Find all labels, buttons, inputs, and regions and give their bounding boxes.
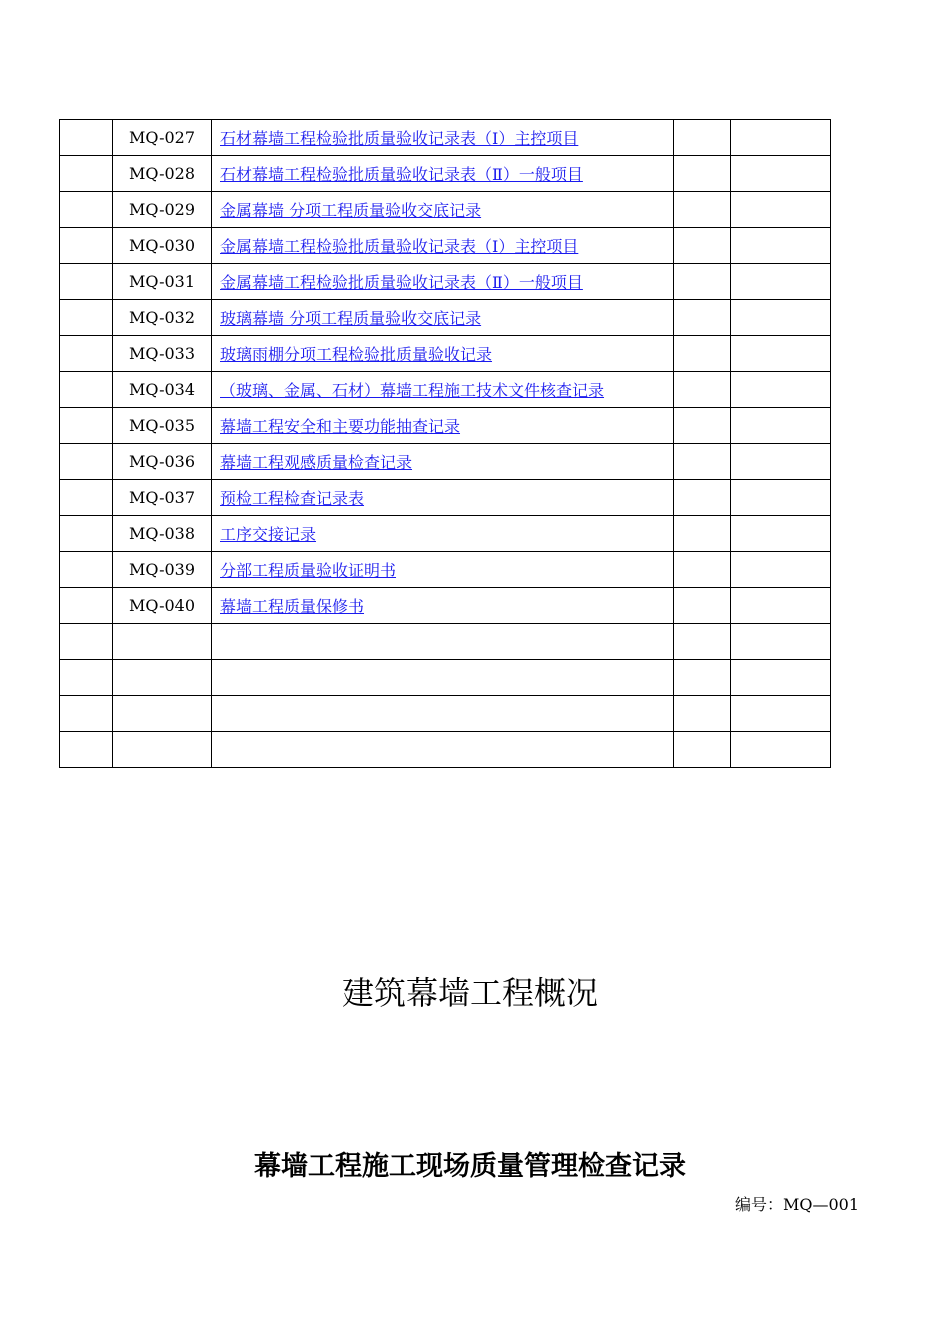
title-cell	[212, 300, 674, 336]
code-cell	[113, 624, 212, 660]
table-row	[60, 264, 831, 300]
blank-cell	[731, 192, 831, 228]
index-cell	[60, 228, 113, 264]
index-cell	[60, 588, 113, 624]
blank-cell	[731, 660, 831, 696]
table-row	[60, 552, 831, 588]
index-cell	[60, 660, 113, 696]
blank-cell	[731, 264, 831, 300]
document-number: 编号：MQ—001	[734, 1195, 859, 1214]
blank-cell	[731, 156, 831, 192]
code-cell: MQ-029	[113, 192, 212, 228]
blank-cell	[731, 444, 831, 480]
index-cell	[60, 480, 113, 516]
code-cell: MQ-028	[113, 156, 212, 192]
title-cell	[212, 660, 674, 696]
form-title-link[interactable]: 石材幕墙工程检验批质量验收记录表（Ⅱ）一般项目	[220, 165, 583, 184]
blank-cell	[731, 228, 831, 264]
table-row	[60, 480, 831, 516]
title-cell	[212, 696, 674, 732]
blank-cell	[674, 516, 731, 552]
form-title-link[interactable]: 工序交接记录	[220, 525, 317, 544]
blank-cell	[731, 732, 831, 768]
blank-cell	[674, 408, 731, 444]
blank-cell	[731, 408, 831, 444]
blank-cell	[674, 372, 731, 408]
heading-record: 幕墙工程施工现场质量管理检查记录	[254, 1151, 686, 1182]
table-row	[60, 660, 831, 696]
title-cell	[212, 408, 674, 444]
index-cell	[60, 696, 113, 732]
blank-cell	[674, 588, 731, 624]
table-row	[60, 228, 831, 264]
blank-cell	[674, 732, 731, 768]
code-cell: MQ-027	[113, 120, 212, 156]
form-title-link[interactable]: 玻璃雨棚分项工程检验批质量验收记录	[220, 345, 493, 364]
table-row	[60, 516, 831, 552]
index-cell	[60, 192, 113, 228]
form-title-link[interactable]: 分部工程质量验收证明书	[220, 561, 397, 580]
title-cell	[212, 624, 674, 660]
blank-cell	[674, 120, 731, 156]
code-cell: MQ-032	[113, 300, 212, 336]
form-title-link[interactable]: 石材幕墙工程检验批质量验收记录表（Ⅰ）主控项目	[220, 129, 579, 148]
title-cell	[212, 372, 674, 408]
title-cell	[212, 552, 674, 588]
code-cell: MQ-038	[113, 516, 212, 552]
index-cell	[60, 444, 113, 480]
heading-overview: 建筑幕墙工程概况	[341, 974, 598, 1012]
form-title-link[interactable]: 金属幕墙工程检验批质量验收记录表（Ⅰ）主控项目	[220, 237, 579, 256]
title-cell	[212, 588, 674, 624]
blank-cell	[674, 192, 731, 228]
blank-cell	[674, 480, 731, 516]
index-cell	[60, 552, 113, 588]
table-row	[60, 624, 831, 660]
table-row	[60, 120, 831, 156]
title-cell	[212, 264, 674, 300]
index-cell	[60, 624, 113, 660]
code-cell: MQ-040	[113, 588, 212, 624]
index-cell	[60, 408, 113, 444]
table-row	[60, 408, 831, 444]
table-row	[60, 696, 831, 732]
title-cell	[212, 228, 674, 264]
blank-cell	[731, 372, 831, 408]
blank-cell	[731, 696, 831, 732]
code-cell: MQ-031	[113, 264, 212, 300]
code-cell: MQ-030	[113, 228, 212, 264]
blank-cell	[674, 660, 731, 696]
blank-cell	[731, 552, 831, 588]
blank-cell	[674, 336, 731, 372]
blank-cell	[731, 480, 831, 516]
blank-cell	[674, 228, 731, 264]
index-cell	[60, 372, 113, 408]
blank-cell	[731, 336, 831, 372]
form-title-link[interactable]: 幕墙工程安全和主要功能抽查记录	[220, 417, 461, 436]
table-row	[60, 588, 831, 624]
title-cell	[212, 120, 674, 156]
code-cell: MQ-035	[113, 408, 212, 444]
blank-cell	[731, 516, 831, 552]
table-row	[60, 336, 831, 372]
title-cell	[212, 336, 674, 372]
code-cell: MQ-036	[113, 444, 212, 480]
table-row	[60, 192, 831, 228]
blank-cell	[731, 588, 831, 624]
blank-cell	[674, 624, 731, 660]
index-cell	[60, 120, 113, 156]
title-cell	[212, 480, 674, 516]
form-title-link[interactable]: 金属幕墙 分项工程质量验收交底记录	[220, 201, 482, 220]
blank-cell	[674, 552, 731, 588]
blank-cell	[674, 156, 731, 192]
blank-cell	[731, 624, 831, 660]
title-cell	[212, 192, 674, 228]
table-row	[60, 444, 831, 480]
blank-cell	[674, 300, 731, 336]
title-cell	[212, 156, 674, 192]
form-title-link[interactable]: 金属幕墙工程检验批质量验收记录表（Ⅱ）一般项目	[220, 273, 583, 292]
form-title-link[interactable]: 预检工程检查记录表	[220, 489, 365, 508]
table-row	[60, 300, 831, 336]
blank-cell	[731, 300, 831, 336]
index-table	[59, 119, 831, 768]
code-cell: MQ-037	[113, 480, 212, 516]
title-cell	[212, 516, 674, 552]
index-cell	[60, 336, 113, 372]
table-row	[60, 732, 831, 768]
form-title-link[interactable]: 幕墙工程质量保修书	[220, 597, 365, 616]
code-cell	[113, 660, 212, 696]
code-cell	[113, 696, 212, 732]
index-cell	[60, 300, 113, 336]
title-cell	[212, 732, 674, 768]
blank-cell	[674, 444, 731, 480]
blank-cell	[731, 120, 831, 156]
form-title-link[interactable]: （玻璃、金属、石材）幕墙工程施工技术文件核查记录	[220, 381, 605, 400]
table-row	[60, 372, 831, 408]
index-cell	[60, 732, 113, 768]
form-title-link[interactable]: 幕墙工程观感质量检查记录	[220, 453, 413, 472]
index-cell	[60, 156, 113, 192]
code-cell	[113, 732, 212, 768]
code-cell: MQ-039	[113, 552, 212, 588]
index-cell	[60, 516, 113, 552]
code-cell: MQ-033	[113, 336, 212, 372]
table-row	[60, 156, 831, 192]
blank-cell	[674, 696, 731, 732]
code-cell: MQ-034	[113, 372, 212, 408]
blank-cell	[674, 264, 731, 300]
title-cell	[212, 444, 674, 480]
form-title-link[interactable]: 玻璃幕墙 分项工程质量验收交底记录	[220, 309, 482, 328]
index-cell	[60, 264, 113, 300]
